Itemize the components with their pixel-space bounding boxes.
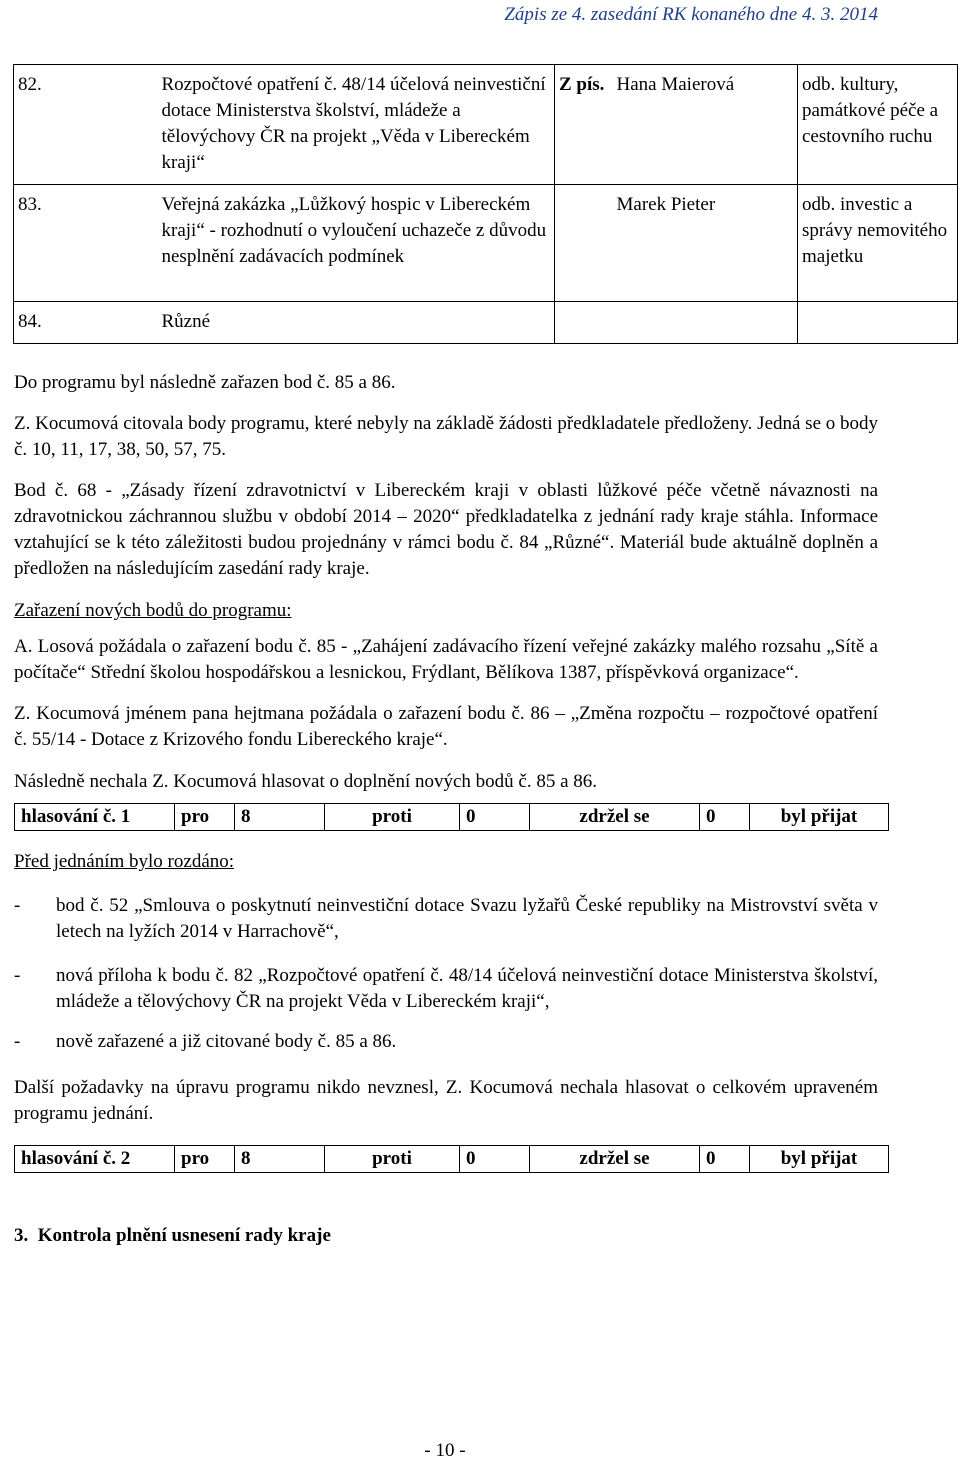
vote-label: hlasování č. 2 [15, 1146, 175, 1173]
vote-abstain-label: zdržel se [530, 1146, 700, 1173]
vote-pro-value: 8 [235, 804, 325, 831]
vote-result: byl přijat [750, 1146, 889, 1173]
vote-proti-label: proti [325, 804, 460, 831]
paragraph-vote-call: Následně nechala Z. Kocumová hlasovat o doplnění nových bodů č. 85 a 86. [14, 771, 598, 792]
agenda-title: Veřejná zakázka „Lůžkový hospic v Libereckém kraji“ - rozhodnutí o vyloučení uchazeče z důvodu nesplnění zadávacích podmínek [158, 185, 555, 302]
agenda-num: 84. [14, 302, 158, 344]
vote-pro-label: pro [175, 804, 235, 831]
paragraph-item-85: A. Losová požádala o zařazení bodu č. 85 - „Zahájení zadávacího řízení veřejné zakázky malého rozsahu „Sítě a počítače“ Střední školou hospodářskou a lesnickou, Frýdlant, Bělíkova 1387, příspěvková organizace“. [14, 636, 878, 683]
vote-table-1 [14, 803, 889, 831]
list-item [14, 893, 878, 945]
vote-pro-value: 8 [235, 1146, 325, 1173]
vote-abstain-value: 0 [700, 804, 750, 831]
agenda-mode: Z pís. [555, 65, 613, 185]
agenda-dept [798, 302, 958, 344]
agenda-title: Rozpočtové opatření č. 48/14 účelová neinvestiční dotace Ministerstva školství, mládeže a tělovýchovy ČR na projekt „Věda v Libereckém kraji“ [158, 65, 555, 185]
agenda-dept: odb. kultury, památkové péče a cestovního ruchu [798, 65, 958, 185]
agenda-row [14, 65, 958, 185]
agenda-mode [555, 185, 613, 302]
vote-pro-label: pro [175, 1146, 235, 1173]
paragraph-program-vote: Další požadavky na úpravu programu nikdo nevznesl, Z. Kocumová nechala hlasovat o celkovém upraveném programu jednání. [14, 1077, 878, 1124]
vote-abstain-label: zdržel se [530, 804, 700, 831]
minutes-body [14, 370, 878, 1249]
list-dash: - [14, 1031, 21, 1052]
vote-proti-label: proti [325, 1146, 460, 1173]
vote-result: byl přijat [750, 804, 889, 831]
paragraph-item-86: Z. Kocumová jménem pana hejtmana požádala o zařazení bodu č. 86 – „Změna rozpočtu – rozpočtové opatření č. 55/14 - Dotace z Krizového fondu Libereckého kraje“. [14, 703, 878, 750]
paragraph-added-items: Do programu byl následně zařazen bod č. 85 a 86. [14, 372, 396, 393]
agenda-num: 83. [14, 185, 158, 302]
list-item-text: nová příloha k bodu č. 82 „Rozpočtové opatření č. 48/14 účelová neinvestiční dotace Ministerstva školství, mládeže a tělovýchovy ČR na projekt Věda v Libereckém kraji“, [56, 965, 878, 1012]
agenda-row [14, 185, 958, 302]
section-heading: 3. Kontrola plnění usnesení rady kraje [14, 1225, 331, 1246]
heading-new-items: Zařazení nových bodů do programu: [14, 600, 292, 621]
vote-proti-value: 0 [460, 804, 530, 831]
list-item-text: nově zařazené a již citované body č. 85 a 86. [56, 1031, 397, 1052]
list-item [14, 963, 878, 1015]
page-number: - 10 - [424, 1440, 466, 1461]
vote-abstain-value: 0 [700, 1146, 750, 1173]
agenda-reporter: Marek Pieter [613, 185, 798, 302]
agenda-title: Různé [158, 302, 555, 344]
agenda-reporter: Hana Maierová [613, 65, 798, 185]
agenda-dept: odb. investic a správy nemovitého majetku [798, 185, 958, 302]
agenda-num: 82. [14, 65, 158, 185]
vote-label: hlasování č. 1 [15, 804, 175, 831]
vote-table-2 [14, 1145, 889, 1173]
agenda-mode [555, 302, 613, 344]
list-item [14, 1029, 878, 1055]
list-item-text: bod č. 52 „Smlouva o poskytnutí neinvestiční dotace Svazu lyžařů České republiky na Mistrovství světa v letech na lyžích 2014 v Harrachově“, [56, 895, 878, 942]
list-dash: - [14, 965, 21, 986]
agenda-reporter [613, 302, 798, 344]
agenda-row [14, 302, 958, 344]
paragraph-withdrawn-items: Z. Kocumová citovala body programu, které nebyly na základě žádosti předkladatele předloženy. Jedná se o body č. 10, 11, 17, 38, 50, 57, 75. [14, 413, 879, 460]
paragraph-item-68: Bod č. 68 - „Zásady řízení zdravotnictví v Libereckém kraji v oblasti lůžkové péče včetně návaznosti na zdravotnickou záchrannou službu v období 2014 – 2020“ předkladatelka z jednání rady kraje stáhla. Informace vztahující se k této záležitosti budou projednány v rámci bodu č. 84 „Různé“. Materiál bude aktuálně doplněn a předložen na následujícím zasedání rady kraje. [14, 480, 878, 579]
vote-proti-value: 0 [460, 1146, 530, 1173]
list-dash: - [14, 895, 21, 916]
heading-distributed: Před jednáním bylo rozdáno: [14, 851, 235, 872]
agenda-table [13, 64, 958, 344]
page-header: Zápis ze 4. zasedání RK konaného dne 4. 3. 2014 [504, 4, 878, 25]
